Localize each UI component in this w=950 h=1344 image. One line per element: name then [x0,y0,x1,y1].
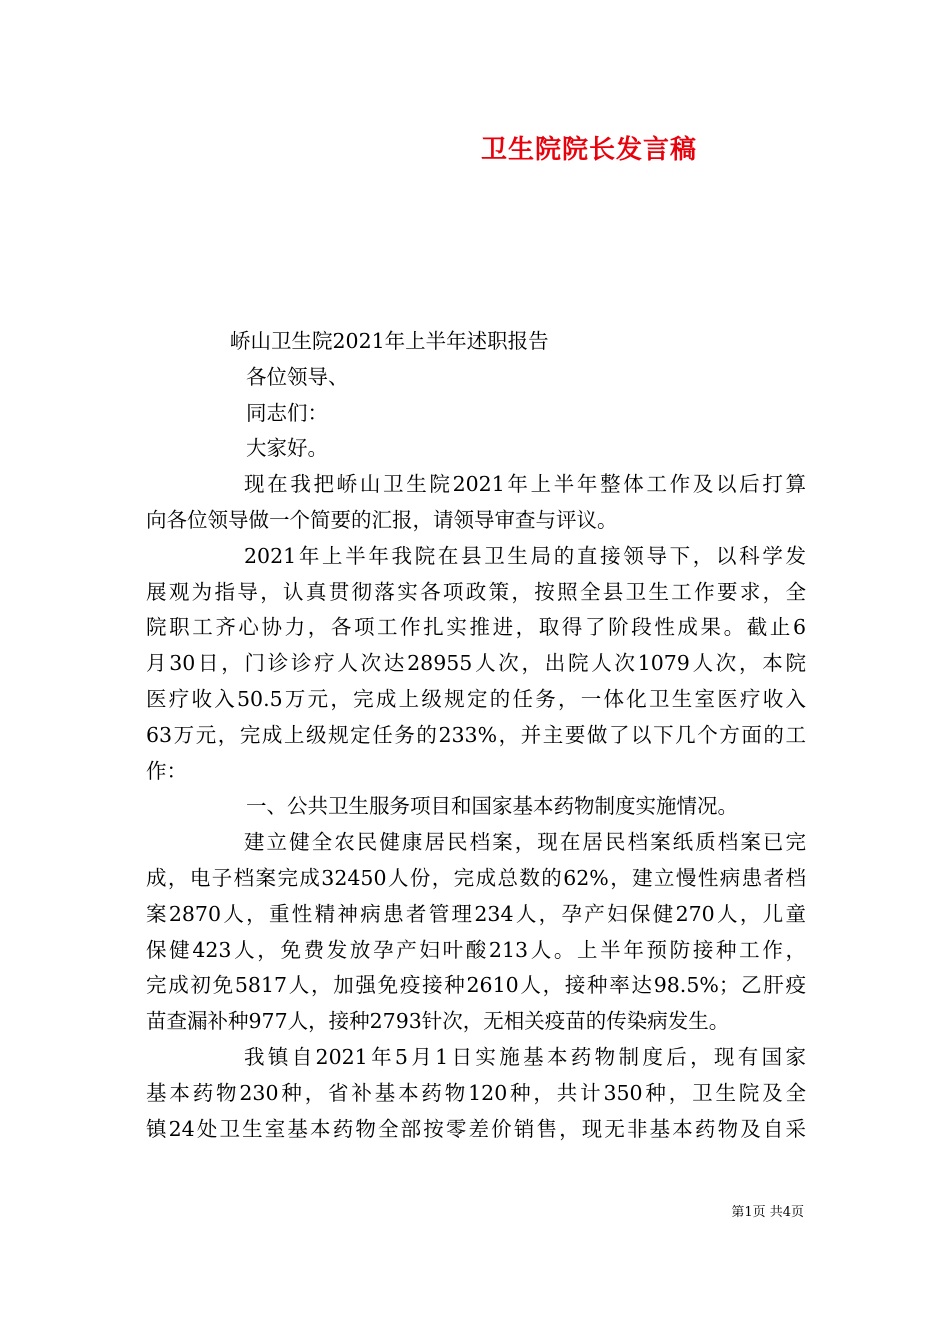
paragraph-summary [146,539,806,790]
paragraph-line: 作： [146,758,187,783]
paragraph-line: 我镇自2021年5月1日实施基本药物制度后，现有国家 [244,1044,806,1069]
paragraph-line: 现在我把峤山卫生院2021年上半年整体工作及以后打算 [244,472,806,497]
paragraph-line: 建立健全农民健康居民档案，现在居民档案纸质档案已完 [244,830,806,855]
paragraph-line: 展观为指导，认真贯彻落实各项政策，按照全县卫生工作要求，全 [146,579,806,604]
greeting: 大家好。 [246,436,328,461]
document-body [146,324,806,1147]
paragraph-line: 完成初免5817人，加强免疫接种2610人，接种率达98.5%；乙肝疫 [146,973,806,998]
paragraph-line: 基本药物230种，省补基本药物120种，共计350种，卫生院及全 [146,1080,806,1105]
paragraph-line: 月30日，门诊诊疗人次达28955人次，出院人次1079人次，本院 [146,651,806,676]
paragraph-essential-drugs [146,1040,806,1147]
salutation-comrades: 同志们： [246,400,328,425]
paragraph-line: 63万元，完成上级规定任务的233%，并主要做了以下几个方面的工 [146,722,806,747]
paragraph-public-health [146,825,806,1040]
paragraph-line: 苗查漏补种977人，接种2793针次，无相关疫苗的传染病发生。 [146,1009,730,1034]
paragraph-line: 医疗收入50.5万元，完成上级规定的任务，一体化卫生室医疗收入 [146,686,806,711]
paragraph-intro [146,467,806,539]
paragraph-line: 2021年上半年我院在县卫生局的直接领导下，以科学发 [244,543,806,568]
paragraph-line: 成，电子档案完成32450人份，完成总数的62%，建立慢性病患者档 [146,865,806,890]
section-heading-1: 一、公共卫生服务项目和国家基本药物制度实施情况。 [246,794,738,819]
paragraph-line: 保健423人，免费发放孕产妇叶酸213人。上半年预防接种工作， [146,937,806,962]
report-subtitle: 峤山卫生院2021年上半年述职报告 [230,329,549,353]
paragraph-line: 案2870人，重性精神病患者管理234人，孕产妇保健270人，儿童 [146,901,806,926]
paragraph-line: 向各位领导做一个简要的汇报，请领导审查与评议。 [146,507,618,532]
salutation-leaders: 各位领导、 [246,364,349,389]
paragraph-line: 院职工齐心协力，各项工作扎实推进，取得了阶段性成果。截止6 [146,615,806,640]
paragraph-line: 镇24处卫生室基本药物全部按零差价销售，现无非基本药物及自采 [146,1116,806,1141]
page-number: 第1页 共4页 [731,1205,804,1220]
document-title: 卫生院院长发言稿 [480,135,697,165]
